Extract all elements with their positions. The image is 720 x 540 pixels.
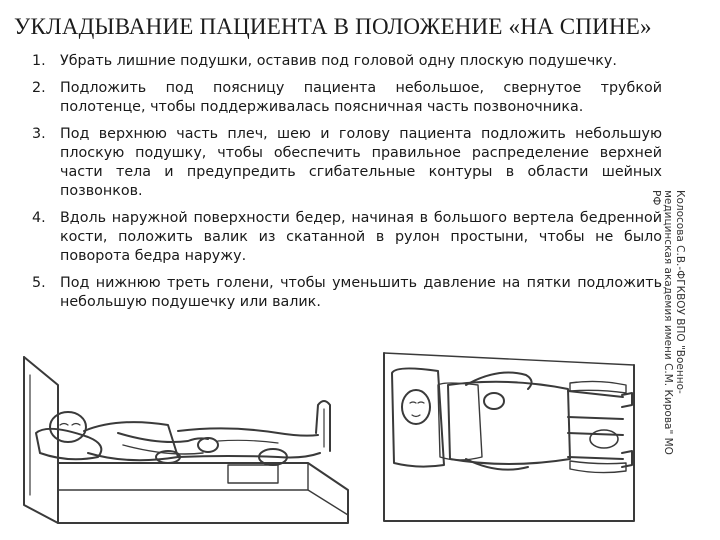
instruction-list [32, 52, 662, 320]
list-item [32, 274, 662, 312]
author-credit [650, 190, 686, 520]
credit-line: РФ [650, 190, 662, 206]
item-number: 5. [32, 275, 46, 291]
credit-line: Колосова С.В.-ФГКВОУ ВПО "Военно- [674, 190, 686, 394]
list-item [32, 209, 662, 266]
credit-line: медицинская академия имени С.М. Кирова" МО [662, 190, 674, 455]
item-text: Убрать лишние подушки, оставив под головой одну плоскую подушечку. [60, 53, 617, 69]
supine-side-view-illustration [18, 345, 358, 530]
item-number: 4. [32, 210, 46, 226]
item-number: 2. [32, 80, 46, 96]
item-text: Под нижнюю треть голени, чтобы уменьшить давление на пятки подложить небольшую подушечку или валик. [60, 275, 662, 310]
page-title: УКЛАДЫВАНИЕ ПАЦИЕНТА В ПОЛОЖЕНИЕ «НА СПИНЕ» [14, 14, 652, 39]
item-text: Подложить под поясницу пациента небольшое, свернутое трубкой полотенце, чтобы поддерживалась поясничная часть позвоночника. [60, 80, 662, 115]
item-text: Под верхнюю часть плеч, шею и голову пациента подложить небольшую плоскую подушку, чтобы обеспечить правильное распределение верхней части тела и предупредить сгибательные контуры в области шейных позвонков. [60, 126, 662, 199]
list-item [32, 52, 662, 71]
list-item [32, 79, 662, 117]
list-item [32, 125, 662, 201]
item-text: Вдоль наружной поверхности бедер, начиная в большого вертела бедренной кости, положить валик из скатанной в рулон простыни, чтобы не было поворота бедра наружу. [60, 210, 662, 264]
supine-top-view-illustration [378, 345, 640, 530]
item-number: 3. [32, 126, 46, 142]
item-number: 1. [32, 53, 46, 69]
